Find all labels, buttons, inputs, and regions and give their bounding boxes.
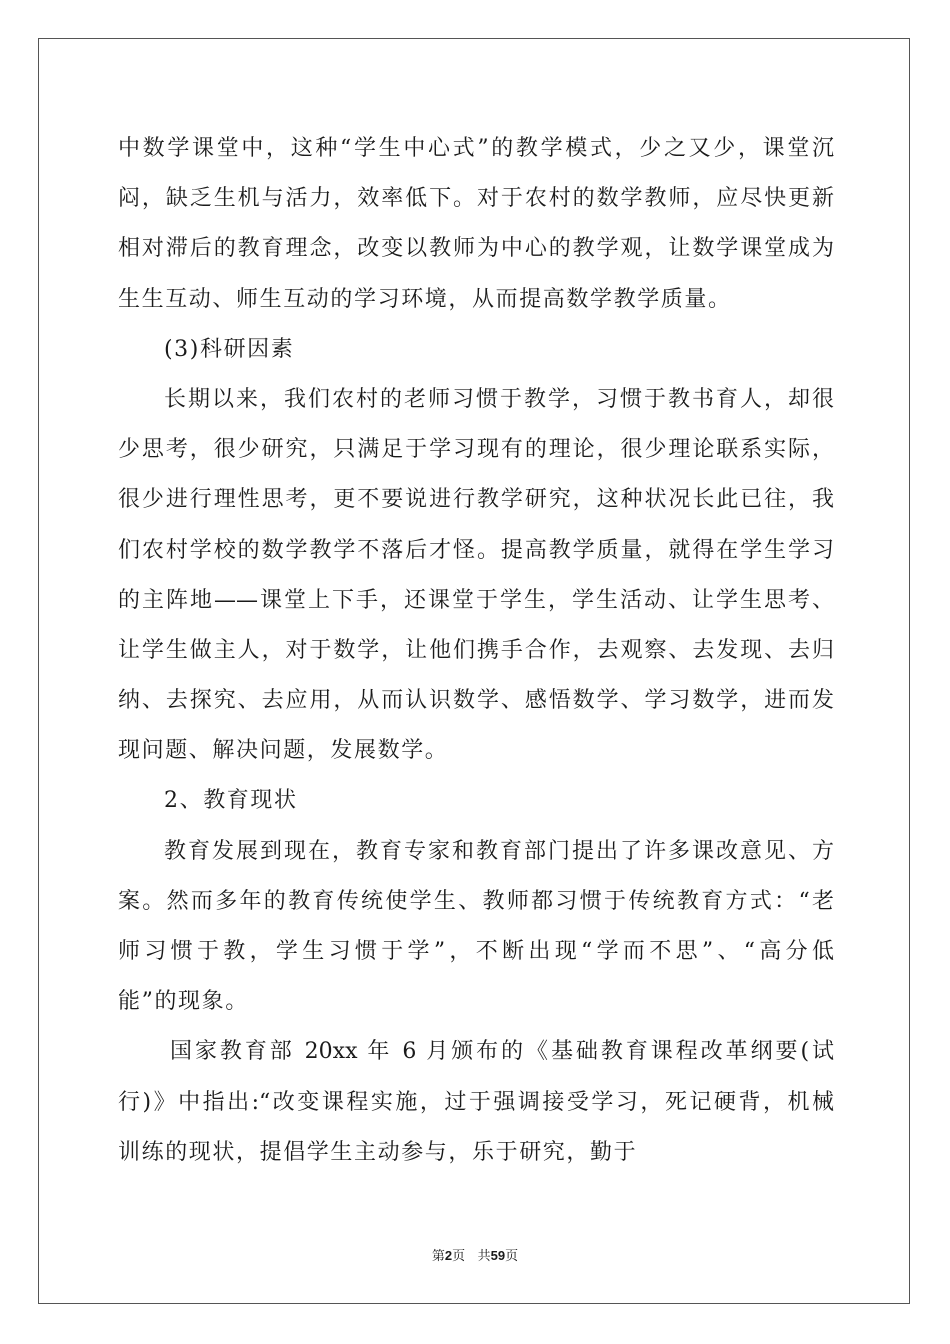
page-footer (0, 1247, 950, 1266)
text-line: 训练的现状，提倡学生主动参与，乐于研究，勤于 (118, 1139, 638, 1165)
footer-total-pages: 59 (490, 1248, 506, 1263)
text-line: 案。然而多年的教育传统使学生、教师都习惯于传统教育方式：“老 (118, 888, 834, 914)
text-line: 少思考，很少研究，只满足于学习现有的理论，很少理论联系实际， (118, 437, 834, 463)
text-line: 纳、去探究、去应用，从而认识数学、感悟数学、学习数学，进而发 (118, 688, 834, 714)
text-line: 让学生做主人，对于数学，让他们携手合作，去观察、去发现、去归 (118, 637, 834, 663)
text-line: 长期以来，我们农村的老师习惯于教学，习惯于教书育人，却很 (164, 386, 834, 412)
text-line: 2、教育现状 (164, 788, 298, 814)
footer-total-suffix: 页 (505, 1249, 519, 1264)
text-line: 们农村学校的数学教学不落后才怪。提高教学质量，就得在学生学习 (118, 537, 834, 563)
text-line: 的主阵地——课堂上下手，还课堂于学生，学生活动、让学生思考、 (118, 587, 834, 613)
text-line: (3)科研因素 (164, 336, 295, 362)
text-line: 相对滞后的教育理念，改变以教师为中心的教学观，让数学课堂成为 (118, 236, 834, 262)
text-line: 行)》中指出:“改变课程实施，过于强调接受学习，死记硬背，机械 (118, 1089, 834, 1115)
text-line: 中数学课堂中，这种“学生中心式”的教学模式，少之又少，课堂沉 (118, 136, 834, 161)
footer-page-number: 2 (444, 1248, 453, 1263)
footer-page-suffix: 页 (452, 1249, 466, 1264)
footer-prefix: 第 (431, 1249, 445, 1264)
text-line: 国家教育部 20xx 年 6 月颁布的《基础教育课程改革纲要(试 (170, 1039, 834, 1065)
text-line: 生生互动、师生互动的学习环境，从而提高数学教学质量。 (118, 286, 732, 312)
document-body (118, 124, 834, 1178)
text-line: 教育发展到现在，教育专家和教育部门提出了许多课改意见、方 (164, 838, 834, 864)
text-line: 现问题、解决问题，发展数学。 (118, 738, 449, 764)
text-line: 能”的现象。 (118, 989, 249, 1015)
text-line: 很少进行理性思考，更不要说进行教学研究，这种状况长此已往，我 (118, 487, 834, 513)
text-line: 闷，缺乏生机与活力，效率低下。对于农村的数学教师，应尽快更新 (118, 186, 834, 212)
text-line: 师习惯于教，学生习惯于学”，不断出现“学而不思”、“高分低 (118, 939, 834, 964)
footer-total-prefix: 共 (477, 1249, 491, 1264)
